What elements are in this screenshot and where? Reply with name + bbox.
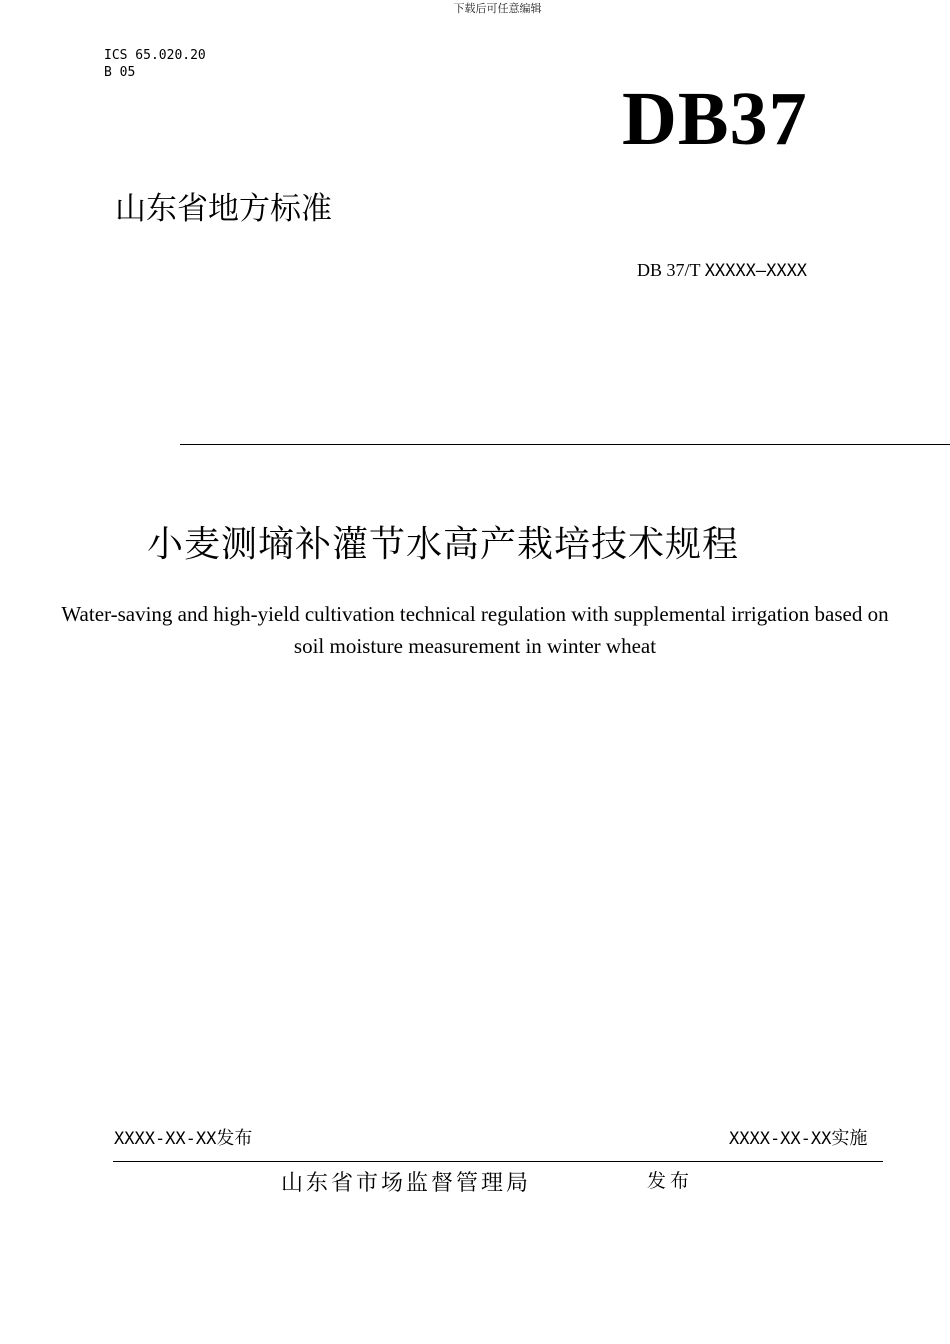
- standard-code-prefix: DB 37/T: [637, 260, 705, 280]
- implement-date-value: XXXX-XX-XX: [729, 1129, 832, 1149]
- publisher-action: 发布: [647, 1170, 694, 1192]
- release-date: [114, 1124, 252, 1150]
- implement-date: [729, 1124, 867, 1150]
- standard-code: [637, 260, 807, 281]
- classification-block: [104, 47, 206, 81]
- release-date-value: XXXX-XX-XX: [114, 1129, 217, 1149]
- bottom-divider: [113, 1161, 883, 1162]
- ccs-code: B 05: [104, 65, 136, 80]
- standard-type: 山东省地方标准: [115, 191, 332, 227]
- publisher-name: 山东省市场监督管理局: [281, 1171, 532, 1196]
- implement-date-label: 实施: [831, 1128, 868, 1149]
- title-english: Water-saving and high-yield cultivation technical regulation with supplemental irrigation based on soil moisture measurement in winter wheat: [61, 602, 889, 658]
- header-note: 下载后可任意编辑: [453, 2, 542, 15]
- top-divider: [180, 444, 950, 445]
- release-date-label: 发布: [216, 1128, 253, 1149]
- standard-code-number: XXXXX—XXXX: [704, 261, 808, 281]
- standard-logo: DB37: [622, 77, 808, 161]
- ics-code: ICS 65.020.20: [104, 48, 206, 63]
- title-chinese: 小麦测墒补灌节水高产栽培技术规程: [147, 524, 740, 565]
